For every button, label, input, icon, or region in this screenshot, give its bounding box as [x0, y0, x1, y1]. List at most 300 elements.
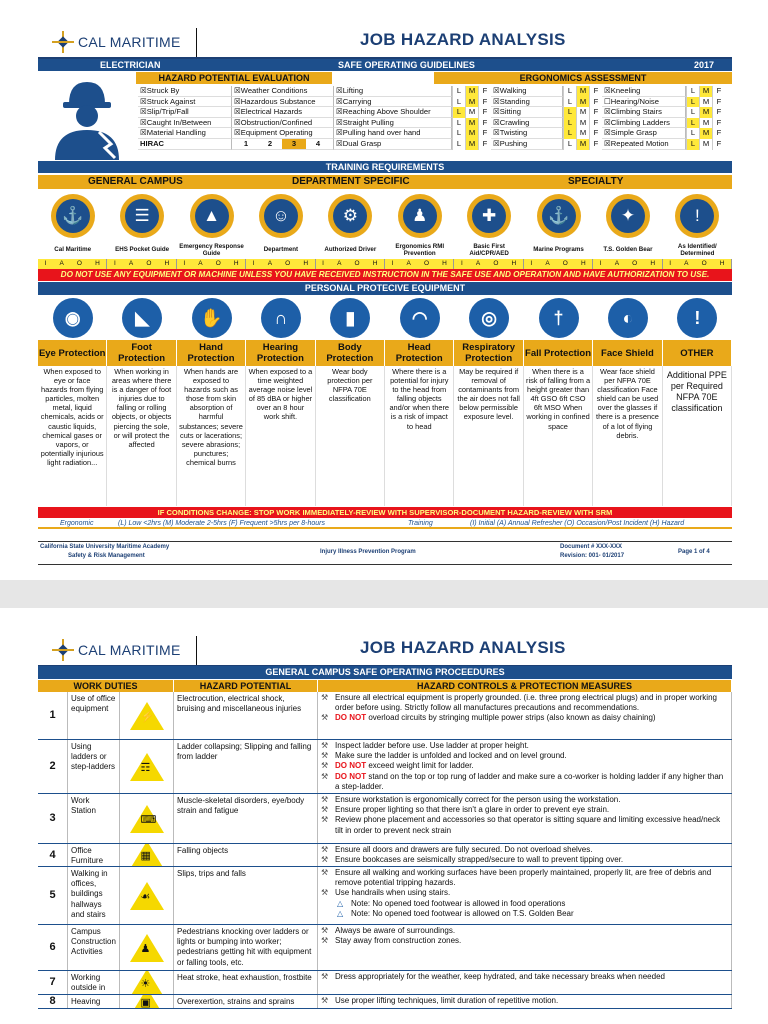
lmf-cell: F	[589, 128, 602, 139]
work-duty: Using ladders or step-ladders	[68, 740, 120, 793]
hazard-controls	[318, 740, 732, 793]
slip-trip-sign-icon	[120, 867, 174, 924]
lmf-cell: F	[478, 86, 491, 97]
ppe-description: When exposed to eye or face hazards from flying particles, molten metal, liquid chemicals, acids or caustic liquids, chemical gases or vapors, or potentially injurious light radiation...	[38, 366, 107, 506]
control-item	[321, 713, 728, 723]
hazard-controls	[318, 867, 732, 924]
lmf-cell: M	[465, 97, 478, 108]
footer-dept: Safety & Risk Management	[68, 553, 145, 559]
beacon-icon	[190, 194, 234, 238]
control-text: Stay away from construction zones.	[335, 936, 462, 946]
lmf-cell: M	[576, 86, 589, 97]
face-shield-icon: ◐	[608, 298, 648, 338]
control-text: overload circuits by stringing multiple power strips (also known as daisy chaining)	[366, 713, 656, 723]
lmf-cell: F	[712, 118, 725, 129]
control-text: Ensure proper lighting so that there isn't a glare in order to prevent eye strain.	[335, 805, 610, 815]
ppe-icon-cell	[385, 296, 454, 340]
lmf-cell: F	[589, 139, 602, 150]
ergonomic-factor: ☒Pushing	[491, 139, 563, 150]
frequency-code: A	[267, 260, 273, 267]
frequency-code: A	[59, 260, 64, 267]
lmf-cell: L	[563, 128, 576, 139]
lmf-cell: M	[576, 128, 589, 139]
ppe-description: When there is a risk of falling from a height greater than 4ft GSO 6ft CSO 6ft MSO When working in confined space	[524, 366, 593, 506]
control-text: Use proper lifting techniques, limit duration of repetitive motion.	[335, 996, 559, 1005]
lmf-cell: L	[452, 139, 465, 150]
table-row	[38, 844, 732, 867]
lmf-cell: M	[699, 107, 712, 118]
ergonomic-factor: ☒Climbing Stairs	[602, 107, 686, 118]
frequency-code: I	[530, 260, 533, 267]
header-divider	[196, 28, 197, 58]
frequency-code: I	[460, 260, 463, 267]
hazard-item: HIRAC	[138, 139, 232, 150]
training-frequency	[385, 259, 454, 269]
workstation-icon	[120, 794, 174, 843]
frequency-code: H	[372, 260, 378, 267]
training-label: As Identified/ Determined	[677, 242, 717, 257]
work-duty: Heaving	[68, 995, 120, 1008]
row-number: 2	[38, 740, 68, 793]
frequency-code: H	[303, 260, 309, 267]
training-label: T.S. Golden Bear	[603, 246, 653, 254]
training-frequency	[663, 259, 732, 269]
lmf-rating	[452, 97, 491, 108]
frequency-code: O	[285, 260, 291, 267]
control-text: Ensure all electrical equipment is properly grounded. (i.e. three prong electrical plugs) and in proper working order before using. Strictly follow all manufactures precautions and recommendations.	[335, 693, 717, 713]
control-text: Ensure workstation is ergonomically correct for the person using the workstation.	[335, 795, 621, 804]
ppe-name: Head Protection	[385, 340, 454, 366]
hazard-row	[138, 118, 732, 129]
row-number: 3	[38, 794, 68, 843]
ppe-description: Wear body protection per NFPA 70E classification	[316, 366, 385, 506]
lmf-cell: L	[563, 107, 576, 118]
ergonomic-factor: ☒Reaching Above Shoulder	[334, 107, 452, 118]
frequency-code: I	[599, 260, 602, 267]
training-frequency	[38, 259, 107, 269]
control-item	[321, 751, 728, 761]
warning-triangle-icon	[130, 805, 164, 833]
page-separator	[0, 580, 768, 608]
ppe-icon-cell	[246, 296, 315, 340]
header-divider	[196, 636, 197, 666]
footer-program: Injury Illness Prevention Program	[320, 549, 416, 555]
control-text: exceed weight limit for ladder.	[366, 761, 474, 771]
training-frequency	[177, 259, 246, 269]
work-duty: Working outside in	[68, 971, 120, 994]
hazard-row	[138, 86, 732, 97]
work-duty: Use of office equipment	[68, 692, 120, 739]
brand-name: CAL MARITIME	[78, 642, 181, 658]
hazard-grid	[138, 86, 732, 150]
respirator-icon: ◎	[469, 298, 509, 338]
lmf-cell: M	[699, 128, 712, 139]
lmf-cell: L	[686, 86, 699, 97]
hazard-item: ☒Caught In/Between	[138, 118, 232, 129]
ppe-descriptions-row	[38, 366, 732, 506]
training-label: Department	[263, 246, 299, 254]
work-duty: Work Station	[68, 794, 120, 843]
first-aid-icon-glyph: ✚	[472, 199, 506, 233]
control-text: Ensure all doors and drawers are fully secured. Do not overload shelves.	[335, 845, 593, 854]
ppe-icon-cell	[524, 296, 593, 340]
lmf-cell: L	[452, 128, 465, 139]
table-row	[38, 794, 732, 844]
sign-glyph: ☀	[140, 977, 151, 990]
row-number: 4	[38, 844, 68, 866]
group-specialty: SPECIALTY	[568, 176, 624, 187]
legend-training-text: (I) Initial (A) Annual Refresher (O) Occasion/Post Incident (H) Hazard	[470, 520, 685, 527]
hirac-value: 4	[315, 138, 321, 148]
frequency-code: H	[511, 260, 517, 267]
training-frequency	[107, 259, 176, 269]
legend-training-label: Training	[408, 520, 433, 527]
hazard-item: ☒Struck Against	[138, 97, 232, 108]
control-text: Review phone placement and accessories so that operator is sitting square and limiting excessive head/neck tilt in order to prevent neck strain	[335, 815, 721, 835]
footer-org: California State University Maritime Academy	[40, 544, 170, 550]
lmf-cell: L	[563, 118, 576, 129]
page-footer	[38, 541, 732, 565]
lmf-cell: L	[452, 118, 465, 129]
training-frequency	[593, 259, 662, 269]
do-not-label: DO NOT	[335, 713, 367, 723]
lmf-rating	[563, 118, 602, 129]
frequency-code: H	[719, 260, 725, 267]
position-bar	[38, 59, 732, 71]
year-label: 2017	[694, 60, 715, 70]
footer-page: Page 1 of 4	[678, 549, 710, 555]
ppe-name: Hearing Protection	[246, 340, 315, 366]
first-aid-icon	[467, 194, 511, 238]
frequency-code: A	[198, 260, 203, 267]
training-icon-cell	[38, 190, 107, 242]
seal-icon-glyph: ⚓	[56, 199, 90, 233]
hazard-controls	[318, 692, 732, 739]
ppe-description: When hands are exposed to hazards such as those from skin absorption of harmful substances; severe cuts or lacerations; severe abrasions; punctures; chemical burns	[177, 366, 246, 506]
beacon-icon-glyph: ▲	[195, 199, 229, 233]
bear-icon-glyph: ✦	[611, 199, 645, 233]
training-icon-cell	[454, 190, 523, 242]
control-item	[321, 926, 728, 936]
control-item	[321, 936, 728, 946]
lmf-cell: M	[576, 118, 589, 129]
frequency-code: I	[669, 260, 672, 267]
ergonomic-factor: ☒Pulling hand over hand	[334, 128, 452, 139]
work-duty: Campus Construction Activities	[68, 925, 120, 970]
lmf-cell: F	[712, 107, 725, 118]
lmf-rating	[686, 118, 725, 129]
ppe-icon-cell	[316, 296, 385, 340]
lmf-cell: F	[712, 139, 725, 150]
lmf-cell: F	[712, 97, 725, 108]
anchor-icon-glyph: ⚓	[542, 199, 576, 233]
hazard-item: ☒Hazardous Substance	[232, 97, 334, 108]
conditions-warning: IF CONDITIONS CHANGE: STOP WORK IMMEDIATELY-REVIEW WITH SUPERVISOR-DOCUMENT HAZARD-REVIEW WITH SRM	[38, 507, 732, 518]
ppe-name: OTHER	[663, 340, 732, 366]
ladder-icon	[120, 740, 174, 793]
hazard-potential: Ladder collapsing; Slipping and falling from ladder	[174, 740, 318, 793]
lmf-cell: M	[465, 107, 478, 118]
training-labels-row	[38, 241, 732, 259]
frequency-code: A	[475, 260, 481, 267]
ergonomic-factor: ☐Hearing/Noise	[602, 97, 686, 108]
frequency-code: I	[252, 260, 255, 267]
ppe-name: Respiratory Protection	[454, 340, 523, 366]
sign-glyph: ♟	[140, 942, 151, 955]
lmf-cell: F	[712, 128, 725, 139]
lifting-sign-icon	[120, 995, 174, 1008]
ppe-description: When working in areas where there is a danger of foot injuries due to falling or rolling objects, or objects piercing the sole, or will protect the affected	[107, 366, 176, 506]
hazard-potential-evaluation-title: HAZARD POTENTIAL EVALUATION	[136, 72, 332, 84]
row-number: 8	[38, 995, 68, 1008]
hazard-row	[138, 128, 732, 139]
frequency-code: H	[233, 260, 239, 267]
frequency-code: O	[632, 260, 638, 267]
book-icon-glyph: ☰	[125, 199, 159, 233]
training-label: Ergonomics RMI Prevention	[395, 242, 445, 257]
compass-star-icon	[52, 639, 74, 661]
compass-star-icon	[52, 31, 74, 53]
hazard-item: ☒Weather Conditions	[232, 86, 334, 97]
document-title: JOB HAZARD ANALYSIS	[360, 638, 566, 657]
lmf-cell: F	[478, 107, 491, 118]
control-text: stand on the top or top rung of ladder and make sure a co-worker is holding ladder if any higher than a step-ladder.	[335, 771, 724, 791]
control-text: Note: No opened toed footwear is allowed in food operations	[351, 898, 566, 908]
work-duty: Office Furniture	[68, 844, 120, 866]
ergonomic-factor: ☒Standing	[491, 97, 563, 108]
warning-triangle-icon	[130, 702, 164, 730]
hazard-potential: Pedestrians knocking over ladders or lights or bumping into worker; pedestrians getting hit with equipment or falling tools, etc.	[174, 925, 318, 970]
training-label: Marine Programs	[533, 246, 584, 254]
lmf-cell: F	[478, 128, 491, 139]
ppe-icon-cell	[177, 296, 246, 340]
row-number: 6	[38, 925, 68, 970]
ppe-icon-cell	[663, 296, 732, 340]
do-not-label: DO NOT	[335, 761, 367, 771]
hazard-item: ☒Equipment Operating	[232, 128, 334, 139]
training-frequency	[246, 259, 315, 269]
table-row	[38, 867, 732, 925]
frequency-code: H	[164, 260, 170, 267]
ergonomic-factor: ☒Climbing Ladders	[602, 118, 686, 129]
training-frequency	[524, 259, 593, 269]
legend	[38, 518, 732, 529]
hazard-controls	[318, 925, 732, 970]
ppe-description: May be required if removal of contaminants from the air does not fall below permissible exposure level.	[454, 366, 523, 506]
book-icon	[120, 194, 164, 238]
ppe-name: Eye Protection	[38, 340, 107, 366]
frequency-code: O	[76, 260, 82, 267]
row-number: 1	[38, 692, 68, 739]
pedestrian-icon	[120, 925, 174, 970]
lmf-cell: L	[686, 107, 699, 118]
training-frequency	[454, 259, 523, 269]
lmf-rating	[563, 86, 602, 97]
col-work-duties: WORK DUTIES	[38, 680, 174, 692]
control-item	[321, 815, 728, 835]
training-icon-cell	[246, 190, 315, 242]
frequency-code: I	[183, 260, 186, 267]
glove-icon: ✋	[192, 298, 232, 338]
bear-icon	[606, 194, 650, 238]
warning-triangle-icon	[130, 844, 164, 866]
ppe-name: Body Protection	[316, 340, 385, 366]
worker-icon	[259, 194, 303, 238]
warning-triangle-icon	[130, 971, 164, 994]
lmf-cell: F	[589, 97, 602, 108]
lmf-rating	[563, 97, 602, 108]
training-label: Basic First Aid/CPR/AED	[469, 242, 509, 257]
anchor-icon	[537, 194, 581, 238]
table-row	[38, 692, 732, 740]
lmf-cell: M	[465, 128, 478, 139]
lmf-cell: L	[563, 139, 576, 150]
hazard-item: ☒Obstruction/Confined	[232, 118, 334, 129]
lmf-rating	[452, 139, 491, 150]
frequency-code: A	[545, 260, 550, 267]
hazard-row	[138, 107, 732, 118]
hazard-item: ☒Electrical Hazards	[232, 107, 334, 118]
ppe-icons-row	[38, 296, 732, 340]
control-text: Always be aware of surroundings.	[335, 926, 456, 935]
electrician-worker-icon	[40, 73, 134, 161]
sign-glyph: ⚡	[140, 710, 155, 723]
ppe-icon-cell	[38, 296, 107, 340]
lmf-cell: F	[589, 86, 602, 97]
training-icon-cell	[177, 190, 246, 242]
legend-ergo-text: (L) Low <2hrs (M) Moderate 2-5hrs (F) Frequent >5hrs per 8-hours	[118, 520, 325, 527]
lmf-rating	[686, 139, 725, 150]
training-requirements-title: TRAINING REQUIREMENTS	[38, 161, 732, 173]
falling-objects-sign-icon	[120, 844, 174, 866]
col-controls: HAZARD CONTROLS & PROTECTION MEASURES	[318, 680, 732, 692]
control-text: Ensure bookcases are seismically strapped/secure to wall to prevent tipping over.	[335, 855, 624, 865]
hazard-controls	[318, 995, 732, 1008]
hazard-controls	[318, 844, 732, 866]
frequency-code: A	[337, 260, 342, 267]
frequency-code: H	[442, 260, 447, 267]
control-text: Note: No opened toed footwear is allowed on T.S. Golden Bear	[351, 908, 574, 918]
group-department-specific: DEPARTMENT SPECIFIC	[292, 176, 410, 187]
row-number: 7	[38, 971, 68, 994]
section-title: GENERAL CAMPUS SAFE OPERATING PROCEEDURES	[38, 666, 732, 679]
hazard-potential: Electrocution, electrical shock, bruising and miscellaneous injuries	[174, 692, 318, 739]
frequency-code: O	[701, 260, 707, 267]
frequency-code: H	[580, 260, 586, 267]
control-item	[321, 868, 728, 888]
control-item	[321, 772, 728, 792]
equipment-warning: DO NOT USE ANY EQUIPMENT OR MACHINE UNLESS YOU HAVE RECEIVED INSTRUCTION IN THE SAFE USE AND OPERATION AND HAVE AUTHORIZATION TO USE.	[38, 269, 732, 281]
electrical-hazard-sign-icon	[120, 692, 174, 739]
footer-doc-number: Document # XXX-XXX	[560, 544, 623, 550]
hazard-potential: Overexertion, strains and sprains	[174, 995, 318, 1008]
training-label: Authorized Driver	[324, 246, 377, 254]
training-frequency-row	[38, 259, 732, 269]
warning-triangle-icon	[130, 995, 164, 1008]
lmf-cell: L	[452, 86, 465, 97]
ppe-name: Face Shield	[593, 340, 662, 366]
lmf-rating	[686, 107, 725, 118]
lmf-cell: L	[563, 86, 576, 97]
frequency-code: A	[684, 260, 689, 267]
lmf-cell: M	[699, 97, 712, 108]
ppe-icon-cell	[107, 296, 176, 340]
frequency-code: O	[493, 260, 499, 267]
coverall-icon: ▮	[330, 298, 370, 338]
lmf-cell: L	[686, 97, 699, 108]
training-label: Emergency Response Guide	[179, 242, 244, 257]
ppe-icon-cell	[454, 296, 523, 340]
ppe-name: Foot Protection	[107, 340, 176, 366]
sign-glyph: ☙	[140, 890, 151, 903]
lmf-cell: L	[452, 97, 465, 108]
control-item	[321, 845, 728, 855]
do-not-label: DO NOT	[335, 771, 367, 781]
ppe-description: Where there is a potential for injury to the head from falling objects and/or when there is a risk of impact to head	[385, 366, 454, 506]
hirac-scale	[232, 139, 334, 150]
lmf-rating	[686, 86, 725, 97]
ergonomic-factor: ☒Twisting	[491, 128, 563, 139]
group-general-campus: GENERAL CAMPUS	[88, 176, 183, 187]
lmf-cell: F	[478, 139, 491, 150]
frequency-code: O	[146, 260, 152, 267]
training-icon-cell	[316, 190, 385, 242]
hardhat-icon: ◠	[400, 298, 440, 338]
lmf-rating	[452, 128, 491, 139]
lmf-cell: M	[465, 118, 478, 129]
lmf-rating	[452, 118, 491, 129]
frequency-code: A	[128, 260, 134, 267]
control-item	[321, 693, 728, 713]
hazard-controls	[318, 794, 732, 843]
frequency-code: I	[322, 260, 324, 267]
ergonomic-factor: ☒Simple Grasp	[602, 128, 686, 139]
control-item	[321, 972, 728, 982]
control-item	[321, 888, 728, 898]
lmf-cell: M	[465, 86, 478, 97]
training-icon-cell	[593, 190, 662, 242]
control-text: Make sure the ladder is unfolded and locked and on level ground.	[335, 751, 567, 761]
lmf-rating	[686, 97, 725, 108]
training-icon-cell	[107, 190, 176, 242]
page-header	[38, 24, 732, 58]
work-duty: Walking in offices, buildings hallways and stairs	[68, 867, 120, 924]
lmf-cell: L	[686, 128, 699, 139]
warning-triangle-icon	[130, 753, 164, 781]
control-item	[321, 741, 728, 751]
lmf-rating	[686, 128, 725, 139]
ergonomic-factor: ☒Carrying	[334, 97, 452, 108]
training-groups	[38, 175, 732, 189]
lmf-cell: L	[452, 107, 465, 118]
boot-icon: ◣	[122, 298, 162, 338]
frequency-code: I	[44, 260, 47, 267]
row-number: 5	[38, 867, 68, 924]
goggles-icon: ◉	[53, 298, 93, 338]
ppe-name: Hand Protection	[177, 340, 246, 366]
ergonomics-icon	[398, 194, 442, 238]
hazard-item: ☒Slip/Trip/Fall	[138, 107, 232, 118]
training-icon-cell	[385, 190, 454, 242]
training-label: EHS Pocket Guide	[115, 246, 170, 254]
sign-glyph: ☶	[140, 761, 151, 774]
hirac-value: 3	[282, 139, 306, 150]
column-headers	[38, 680, 732, 692]
vehicle-icon	[328, 194, 372, 238]
frequency-code: O	[354, 260, 360, 267]
control-item	[321, 761, 728, 771]
ppe-description: When exposed to a time weighted average noise level of 85 dBA or higher over an 8 hour work shift.	[246, 366, 315, 506]
